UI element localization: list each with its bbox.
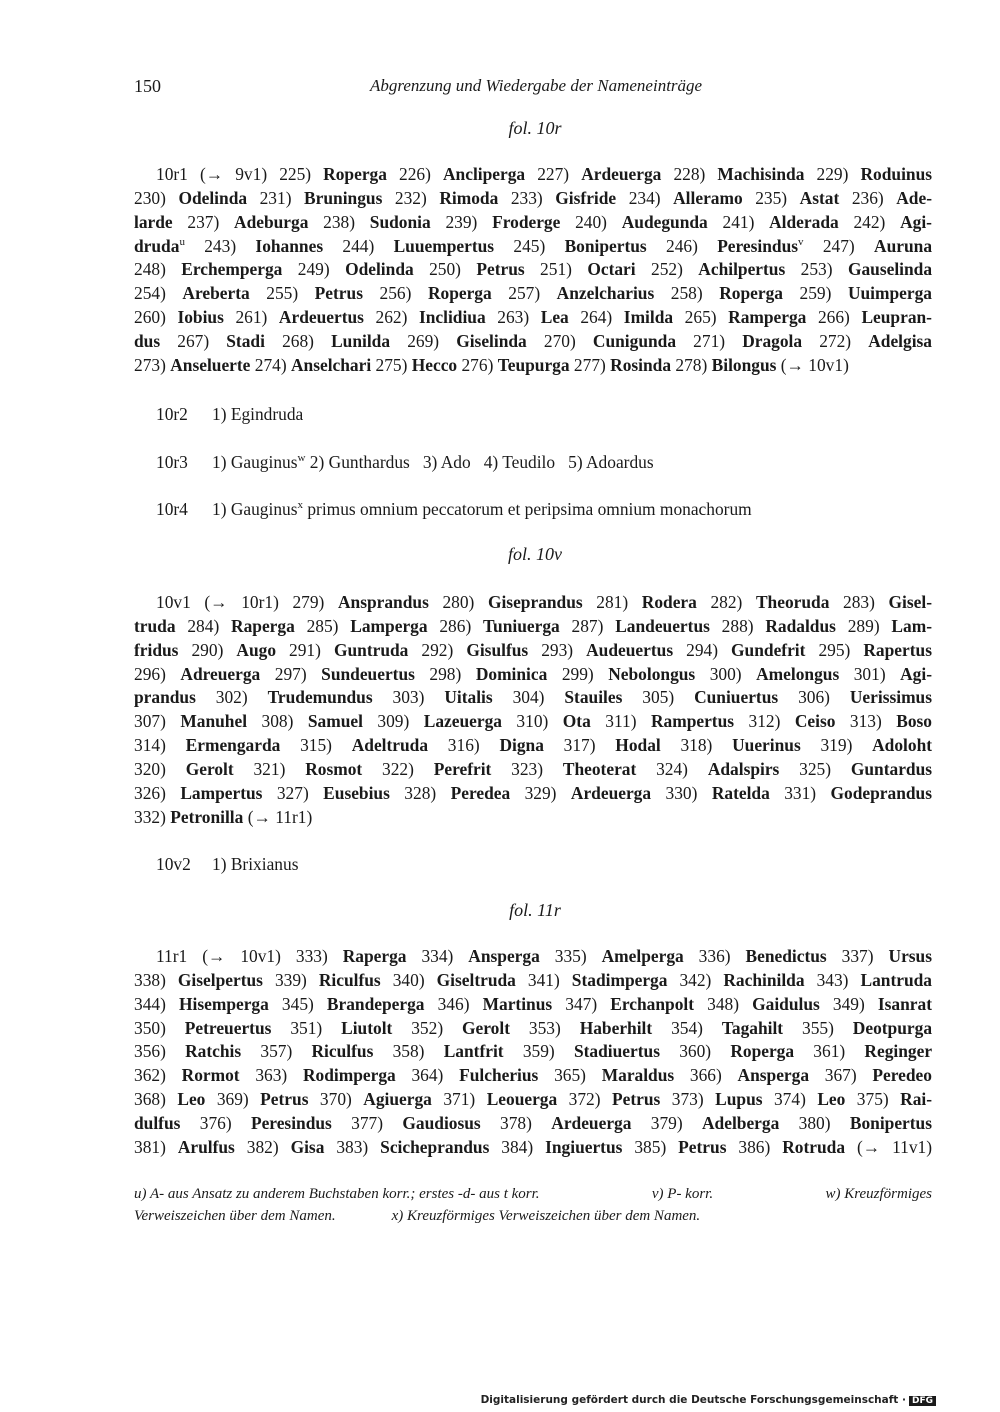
entry-label: 10r2 xyxy=(156,404,188,424)
entry-line: 320) Gerolt 321) Rosmot 322) Perefrit 323) Theoterat 324) Adalspirs 325) Guntardus xyxy=(134,758,932,779)
entry-text: druda xyxy=(134,235,180,256)
entry-line: 356) Ratchis 357) Riculfus 358) Lantfrit 359) Stadiuertus 360) Roperga 361) Reginger xyxy=(134,1041,932,1062)
page-number: 150 xyxy=(134,76,161,96)
entry-line: 10v1 (→ 10r1) 279) Ansprandus 280) Giseprandus 281) Rodera 282) Theoruda 283) Gisel- xyxy=(156,592,932,612)
dfg-logo: DFG xyxy=(909,1396,936,1406)
footnote-row xyxy=(134,1183,932,1205)
entry-line: 338) Giselpertus 339) Riculfus 340) Giseltruda 341) Stadimperga 342) Rachinilda 343) Lantruda xyxy=(134,969,932,990)
entry-line: 381) Arulfus 382) Gisa 383) Scicheprandus 384) Ingiuertus 385) Petrus 386) Rotruda (→ 11v1) xyxy=(134,1136,932,1157)
entry-10r2 xyxy=(156,402,303,426)
entry-line: 296) Adreuerga 297) Sundeuertus 298) Dominica 299) Nebolongus 300) Amelongus 301) Agi- xyxy=(134,663,932,684)
entry-line: 273) Anseluerte 274) Anselchari 275) Hecco 276) Teupurga 277) Rosinda 278) Bilongus (→ 10v1) xyxy=(134,354,849,375)
entry-10v2 xyxy=(156,852,298,876)
footnote-x: x) Kreuzförmiges Verweiszeichen über dem Namen. xyxy=(391,1208,701,1224)
entry-10r4 xyxy=(156,497,752,521)
running-title: Abgrenzung und Wiedergabe der Nameneinträge xyxy=(370,76,703,95)
entry-block-10r1 xyxy=(134,163,932,378)
folio-heading-10r: fol. 10r xyxy=(508,118,562,138)
entry-text: 247) Auruna xyxy=(803,235,932,256)
entry-line: 326) Lampertus 327) Eusebius 328) Peredea 329) Ardeuerga 330) Ratelda 331) Godeprandus xyxy=(134,782,932,803)
entry-line xyxy=(134,235,932,259)
entry-text: 1) Gauginus xyxy=(212,499,298,519)
entry-line: larde 237) Adeburga 238) Sudonia 239) Froderge 240) Audegunda 241) Alderada 242) Agi- xyxy=(134,211,932,232)
entry-label: 10r4 xyxy=(156,499,188,519)
entry-line: 260) Iobius 261) Ardeuertus 262) Inclidiua 263) Lea 264) Imilda 265) Ramperga 266) Leupran- xyxy=(134,307,932,328)
entry-line: dulfus 376) Peresindus 377) Gaudiosus 378) Ardeuerga 379) Adelberga 380) Bonipertus xyxy=(134,1112,932,1133)
folio-heading-11r: fol. 11r xyxy=(509,900,561,920)
entry-text: 2) Gunthardus 3) Ado 4) Teudilo 5) Adoardus xyxy=(305,452,654,472)
entry-line: truda 284) Raperga 285) Lamperga 286) Tuniuerga 287) Landeuertus 288) Radaldus 289) Lam- xyxy=(134,615,932,636)
entry-line: 254) Areberta 255) Petrus 256) Roperga 257) Anzelcharius 258) Roperga 259) Uuimperga xyxy=(134,283,932,304)
entry-line: prandus 302) Trudemundus 303) Uitalis 304) Stauiles 305) Cuniuertus 306) Uerissimus xyxy=(134,687,932,708)
credit-text: Digitalisierung gefördert durch die Deutsche Forschungsgemeinschaft · xyxy=(480,1394,906,1406)
entry-block-10v1 xyxy=(134,591,932,829)
folio-heading-10v: fol. 10v xyxy=(508,544,562,564)
entry-block-11r1 xyxy=(134,945,932,1160)
entry-line: 350) Petreuertus 351) Liutolt 352) Gerolt 353) Haberhilt 354) Tagahilt 355) Deotpurga xyxy=(134,1017,932,1038)
entry-line: fridus 290) Augo 291) Guntruda 292) Gisulfus 293) Audeuertus 294) Gundefrit 295) Rapertus xyxy=(134,639,932,660)
entry-text: 243) Iohannes 244) Luuempertus 245) Bonipertus 246) Peresindus xyxy=(184,235,799,256)
entry-line: 248) Erchemperga 249) Odelinda 250) Petrus 251) Octari 252) Achilpertus 253) Gauselinda xyxy=(134,259,932,280)
entry-line: 230) Odelinda 231) Bruningus 232) Rimoda 233) Gisfride 234) Alleramo 235) Astat 236) Ade- xyxy=(134,187,932,208)
entry-line: 314) Ermengarda 315) Adeltruda 316) Digna 317) Hodal 318) Uuerinus 319) Adoloht xyxy=(134,735,932,756)
entry-line: 10r1 (→ 9v1) 225) Roperga 226) Ancliperga 227) Ardeuerga 228) Machisinda 229) Roduinus xyxy=(156,164,932,184)
entry-line: 307) Manuhel 308) Samuel 309) Lazeuerga 310) Ota 311) Rampertus 312) Ceiso 313) Boso xyxy=(134,711,932,732)
footnote-marker: x xyxy=(297,499,303,512)
entry-label: 10v2 xyxy=(156,854,191,874)
footnote-marker: v xyxy=(798,235,804,248)
entry-text: primus omnium peccatorum et peripsima omnium monachorum xyxy=(303,499,752,519)
footnote-marker: u xyxy=(179,235,185,248)
entry-line: 11r1 (→ 10v1) 333) Raperga 334) Ansperga 335) Amelperga 336) Benedictus 337) Ursus xyxy=(156,946,932,966)
entry-line: 332) Petronilla (→ 11r1) xyxy=(134,806,313,827)
footnote-marker: w xyxy=(297,452,306,465)
footnote-row xyxy=(134,1205,932,1227)
digitization-credit xyxy=(481,1394,936,1406)
footnote-u: u) A- aus Ansatz zu anderem Buchstaben korr.; erstes -d- aus t korr. xyxy=(134,1186,540,1202)
entry-text: 1) Gauginus xyxy=(212,452,298,472)
footnote-v: v) P- korr. xyxy=(651,1186,714,1202)
entry-line: dus 267) Stadi 268) Lunilda 269) Giselinda 270) Cunigunda 271) Dragola 272) Adelgisa xyxy=(134,330,932,351)
entry-text: 1) Egindruda xyxy=(212,404,304,424)
entry-label: 10r3 xyxy=(156,452,188,472)
entry-line: 344) Hisemperga 345) Brandeperga 346) Martinus 347) Erchanpolt 348) Gaidulus 349) Isanrat xyxy=(134,993,932,1014)
footnote-w: w) Kreuzförmiges xyxy=(825,1186,932,1202)
entry-line: 368) Leo 369) Petrus 370) Agiuerga 371) Leouerga 372) Petrus 373) Lupus 374) Leo 375) Rai- xyxy=(134,1089,932,1110)
footnotes xyxy=(134,1183,932,1227)
entry-10r3 xyxy=(156,450,654,474)
entry-line: 362) Rormot 363) Rodimperga 364) Fulcherius 365) Maraldus 366) Ansperga 367) Peredeo xyxy=(134,1065,932,1086)
footnote-w-cont: Verweiszeichen über dem Namen. xyxy=(134,1208,336,1224)
entry-text: 1) Brixianus xyxy=(212,854,299,874)
